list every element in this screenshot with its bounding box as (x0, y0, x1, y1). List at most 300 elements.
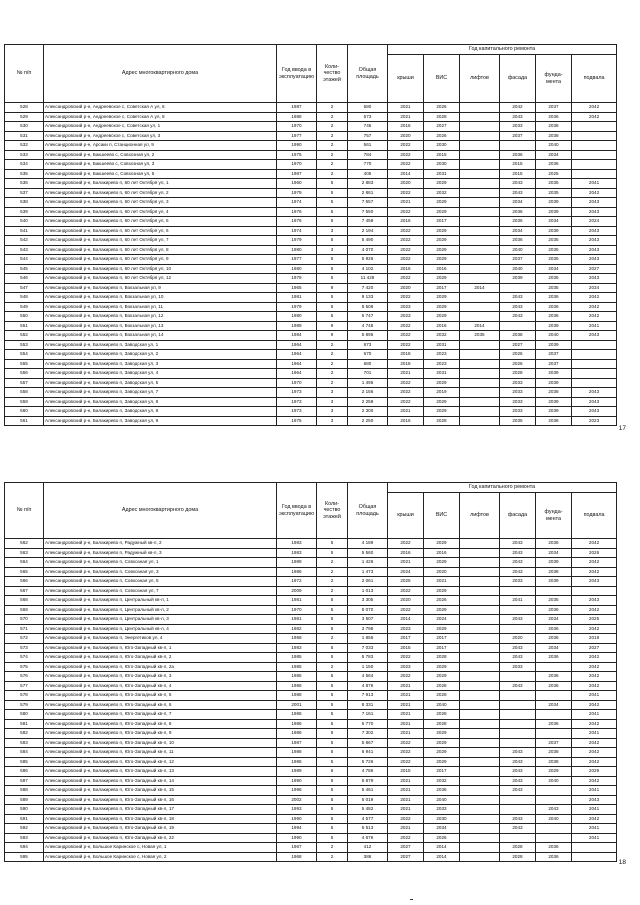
table-cell (500, 795, 536, 805)
table-cell: 2031 (424, 169, 460, 179)
table-cell: 2041 (572, 729, 617, 739)
table-cell: 2040 (536, 814, 572, 824)
table-cell: 1980 (277, 245, 317, 255)
table-row (5, 198, 617, 208)
table-cell: 564 (5, 558, 44, 568)
address-cell: Александровский р-н, Балакирево п, Юго-Западный кв-л, 3 (44, 672, 277, 682)
table-cell: 2023 (424, 350, 460, 360)
table-cell (500, 321, 536, 331)
table-cell: 2028 (424, 416, 460, 426)
address-cell: Александровский р-н, Балакирево п, Заводская ул, 8 (44, 407, 277, 417)
table-cell: 2 194 (348, 226, 388, 236)
table-cell: 2042 (572, 605, 617, 615)
address-cell: Александровский р-н, Балакирево п, 60 лет Октября ул, 6 (44, 226, 277, 236)
table-cell: 1988 (277, 691, 317, 701)
table-cell: 5 (317, 681, 348, 691)
table-row (5, 833, 617, 843)
table-cell: 5 (317, 833, 348, 843)
table-cell: 1975 (277, 416, 317, 426)
table-cell: 552 (5, 331, 44, 341)
table-cell: 2017 (388, 634, 424, 644)
table-cell: 2029 (424, 226, 460, 236)
table-cell: 2029 (424, 748, 460, 758)
table-cell (500, 805, 536, 815)
table-cell: 784 (348, 150, 388, 160)
table-cell: 5 513 (348, 824, 388, 834)
table-cell: 2041 (572, 710, 617, 720)
table-cell (460, 245, 500, 255)
table-cell: 566 (5, 577, 44, 587)
table-cell: 2 061 (348, 577, 388, 587)
table-cell: 2043 (536, 805, 572, 815)
table-cell: 2043 (500, 548, 536, 558)
address-cell: Александровский р-н, Балакирево п, Совхозная ул, 7 (44, 586, 277, 596)
table-cell: 670 (348, 350, 388, 360)
table-cell: 7 458 (348, 217, 388, 227)
table-cell: 2014 (424, 843, 460, 853)
table-cell: 2021 (388, 776, 424, 786)
table-cell: 2014 (460, 283, 500, 293)
table-cell: 2024 (388, 567, 424, 577)
table-cell: 2043 (572, 198, 617, 208)
table-cell: 3 305 (348, 596, 388, 606)
table-cell (500, 691, 536, 701)
table-cell (460, 160, 500, 170)
table-cell (460, 729, 500, 739)
table-cell: 2025 (536, 169, 572, 179)
table-cell: 2036 (536, 160, 572, 170)
capital-repair-table-1 (4, 44, 617, 426)
table-cell: 1970 (277, 605, 317, 615)
table-cell: 7 161 (348, 710, 388, 720)
table-cell: 2039 (536, 558, 572, 568)
table-cell: 2020 (388, 596, 424, 606)
table-cell: 2035 (500, 416, 536, 426)
table-cell (500, 624, 536, 634)
table-cell: 2 156 (348, 388, 388, 398)
table-cell: 2034 (572, 283, 617, 293)
table-cell: 770 (348, 160, 388, 170)
table-cell: 2019 (424, 388, 460, 398)
table-cell: 2009 (277, 586, 317, 596)
table-row (5, 738, 617, 748)
table-cell (460, 264, 500, 274)
table-cell (536, 691, 572, 701)
table-cell: 2043 (572, 226, 617, 236)
table-row (5, 274, 617, 284)
table-row (5, 577, 617, 587)
table-cell: 5 879 (348, 776, 388, 786)
table-cell: 2039 (536, 321, 572, 331)
table-cell: 533 (5, 150, 44, 160)
table-cell: 593 (5, 833, 44, 843)
table-cell (460, 615, 500, 625)
table-cell: 581 (5, 719, 44, 729)
table-cell: 1985 (277, 672, 317, 682)
table-cell: 2043 (500, 824, 536, 834)
table-cell: 555 (5, 359, 44, 369)
table-cell: 2032 (424, 776, 460, 786)
address-cell: Александровский р-н, Андреевское с, Советская А ул, 6 (44, 103, 277, 113)
table-cell: 2036 (536, 843, 572, 853)
table-row (5, 653, 617, 663)
table-cell: 2027 (388, 843, 424, 853)
table-cell (572, 586, 617, 596)
table-cell: 5 (317, 255, 348, 265)
table-cell (460, 131, 500, 141)
table-cell (460, 767, 500, 777)
table-row (5, 150, 617, 160)
table-cell: 2020 (388, 131, 424, 141)
table-cell: 2014 (424, 852, 460, 862)
header-vis: ВИС (424, 55, 460, 103)
table-cell: 2022 (388, 255, 424, 265)
table-cell: 584 (5, 748, 44, 758)
table-cell: 2029 (424, 198, 460, 208)
table-cell: 2043 (500, 767, 536, 777)
table-cell: 2033 (500, 577, 536, 587)
table-row (5, 131, 617, 141)
table-row (5, 586, 617, 596)
table-cell: 2 (317, 340, 348, 350)
header-year: Год ввода в эксплуатацию (277, 483, 317, 539)
table-cell: 2039 (536, 397, 572, 407)
table-cell (460, 141, 500, 151)
table-cell: 2001 (277, 700, 317, 710)
address-cell: Александровский р-н, Балакирево п, Юго-Западный кв-л, 6 (44, 700, 277, 710)
table-cell: 2022 (388, 672, 424, 682)
table-cell: 2015 (424, 150, 460, 160)
table-row (5, 293, 617, 303)
table-cell: 2043 (500, 179, 536, 189)
table-cell: 1986 (277, 567, 317, 577)
table-cell: 2017 (424, 767, 460, 777)
table-cell (460, 274, 500, 284)
table-cell: 7 550 (348, 207, 388, 217)
table-row (5, 548, 617, 558)
table-cell: 4 189 (348, 539, 388, 549)
table-cell: 5 (317, 719, 348, 729)
address-cell: Александровский р-н, Балакирево п, Юго-Западный кв-л, 11 (44, 748, 277, 758)
table-cell: 2031 (424, 369, 460, 379)
header-num: № п/п (5, 45, 44, 103)
table-cell: 2042 (572, 624, 617, 634)
table-cell: 3 798 (348, 624, 388, 634)
table-cell: 2034 (424, 824, 460, 834)
table-cell (460, 843, 500, 853)
table-row (5, 169, 617, 179)
table-cell: 757 (348, 131, 388, 141)
table-cell: 2035 (536, 274, 572, 284)
table-cell: 2021 (388, 729, 424, 739)
table-cell: 5 070 (348, 605, 388, 615)
table-cell: 2 (317, 558, 348, 568)
table-cell: 2043 (500, 302, 536, 312)
table-cell: 548 (5, 293, 44, 303)
table-cell: 5 (317, 302, 348, 312)
table-cell: 569 (5, 605, 44, 615)
table-cell: 2043 (572, 397, 617, 407)
table-cell: 551 (5, 321, 44, 331)
page-number: 17 (618, 425, 626, 432)
table-row (5, 634, 617, 644)
table-cell: 2042 (572, 558, 617, 568)
capital-repair-table-2 (4, 482, 617, 862)
table-cell: 2018 (388, 359, 424, 369)
table-row (5, 824, 617, 834)
table-cell: 5 (317, 738, 348, 748)
table-cell: 2 (317, 567, 348, 577)
address-cell: Александровский р-н, Балакирево п, Центральный кв-л, 3 (44, 615, 277, 625)
header-lift: лифтов (460, 493, 500, 539)
header-address: Адрес многоквартирного дома (44, 45, 277, 103)
table-cell: 1990 (277, 814, 317, 824)
table-cell: 2036 (536, 624, 572, 634)
table-cell: 2016 (388, 264, 424, 274)
table-row (5, 321, 617, 331)
table-cell (460, 681, 500, 691)
table-cell (460, 122, 500, 132)
address-cell: Александровский р-н, Балакирево п, Центральный кв-л, 4 (44, 624, 277, 634)
address-cell: Александровский р-н, Балакирево п, Энергетиков ул, 4 (44, 634, 277, 644)
table-cell: 5 (317, 824, 348, 834)
table-cell: 2033 (500, 407, 536, 417)
table-row (5, 710, 617, 720)
table-cell: 2036 (536, 605, 572, 615)
table-row (5, 302, 617, 312)
table-cell: 2029 (424, 539, 460, 549)
table-cell: 5 019 (348, 795, 388, 805)
table-cell (500, 710, 536, 720)
scan-mark (410, 899, 413, 900)
table-cell: 5 867 (348, 738, 388, 748)
table-cell: 2043 (572, 407, 617, 417)
table-cell: 2022 (388, 226, 424, 236)
table-cell (460, 407, 500, 417)
table-cell: 1979 (277, 188, 317, 198)
address-cell: Александровский р-н, Андреевское с, Советская А ул, 8 (44, 112, 277, 122)
table-cell: 2022 (388, 331, 424, 341)
table-cell: 5 (317, 814, 348, 824)
table-cell: 2 300 (348, 407, 388, 417)
table-cell: 2016 (424, 548, 460, 558)
table-cell: 2043 (500, 786, 536, 796)
table-cell: 9 (317, 331, 348, 341)
table-cell: 2038 (536, 757, 572, 767)
table-cell: 673 (348, 340, 388, 350)
table-cell: 2043 (572, 207, 617, 217)
table-cell: 2043 (500, 776, 536, 786)
table-cell: 2 (317, 586, 348, 596)
table-cell: 9 (317, 321, 348, 331)
address-cell: Александровский р-н, Балакирево п, Заводская ул, 2 (44, 350, 277, 360)
table-cell: 1977 (277, 131, 317, 141)
table-cell (460, 179, 500, 189)
table-cell: 2 (317, 577, 348, 587)
table-row (5, 843, 617, 853)
table-cell: 2037 (500, 255, 536, 265)
table-cell: 2022 (388, 236, 424, 246)
table-cell: 2015 (500, 169, 536, 179)
table-cell (536, 824, 572, 834)
table-cell: 2037 (536, 103, 572, 113)
table-row (5, 615, 617, 625)
table-cell (460, 397, 500, 407)
table-cell: 2037 (536, 359, 572, 369)
table-cell: 2043 (500, 112, 536, 122)
table-row (5, 217, 617, 227)
table-cell: 2 (317, 112, 348, 122)
table-cell: 2040 (500, 264, 536, 274)
table-row (5, 407, 617, 417)
table-cell: 586 (5, 767, 44, 777)
table-cell: 2040 (536, 141, 572, 151)
table-cell: 574 (5, 653, 44, 663)
table-cell: 1987 (277, 169, 317, 179)
address-cell: Александровский р-н, Большое Каринское с, Новая ул, 2 (44, 852, 277, 862)
table-cell (460, 738, 500, 748)
table-cell: 1979 (277, 302, 317, 312)
table-cell: 2042 (572, 312, 617, 322)
table-cell: 1981 (277, 615, 317, 625)
header-foundation: фунда-мента (536, 493, 572, 539)
address-cell: Александровский р-н, Балакирево п, Юго-Западный кв-л, 19 (44, 824, 277, 834)
table-cell: 2043 (572, 795, 617, 805)
table-cell: 2036 (536, 653, 572, 663)
address-cell: Александровский р-н, Балакирево п, Совхозная ул, 5 (44, 577, 277, 587)
table-cell: 1988 (277, 748, 317, 758)
table-cell: 2017 (424, 217, 460, 227)
table-cell: 2026 (424, 833, 460, 843)
table-cell: 1979 (277, 236, 317, 246)
table-cell: 2043 (572, 245, 617, 255)
table-cell: 2021 (388, 112, 424, 122)
table-cell: 2022 (388, 738, 424, 748)
table-cell: 1983 (277, 548, 317, 558)
address-cell: Александровский р-н, Балакирево п, Юго-Западный кв-л, 2 (44, 653, 277, 663)
address-cell: Александровский р-н, Балакирево п, Вокзальная ул, 13 (44, 321, 277, 331)
table-cell: 2042 (572, 776, 617, 786)
table-row (5, 245, 617, 255)
table-cell: 1983 (277, 539, 317, 549)
table-cell: 1970 (277, 122, 317, 132)
table-cell: 2039 (536, 198, 572, 208)
table-cell (500, 586, 536, 596)
table-cell: 2022 (388, 188, 424, 198)
table-cell: 2027 (388, 852, 424, 862)
table-cell: 2037 (536, 738, 572, 748)
table-cell: 2043 (500, 567, 536, 577)
table-cell: 2 (317, 350, 348, 360)
table-cell: 2 (317, 359, 348, 369)
table-cell: 2028 (500, 843, 536, 853)
table-cell: 1981 (277, 596, 317, 606)
table-cell: 2041 (572, 179, 617, 189)
table-cell: 2037 (536, 350, 572, 360)
table-cell: 2023 (388, 624, 424, 634)
table-cell: 536 (5, 179, 44, 189)
table-cell: 541 (5, 226, 44, 236)
table-cell: 2023 (388, 312, 424, 322)
table-cell: 9 (317, 283, 348, 293)
address-cell: Александровский р-н, Балакирево п, Заводская ул, 3 (44, 359, 277, 369)
table-cell (460, 719, 500, 729)
table-cell (460, 814, 500, 824)
header-year: Год ввода в эксплуатацию (277, 45, 317, 103)
table-cell: 2022 (388, 748, 424, 758)
table-cell: 2029 (424, 558, 460, 568)
table-cell: 2016 (424, 264, 460, 274)
table-cell (460, 340, 500, 350)
table-cell: 7 302 (348, 729, 388, 739)
table-cell (460, 369, 500, 379)
table-cell: 5 (317, 710, 348, 720)
address-cell: Александровский р-н, Балакирево п, Юго-Западный кв-л, 10 (44, 738, 277, 748)
table-cell: 2020 (500, 634, 536, 644)
address-cell: Александровский р-н, Балакирево п, Вокзальная ул, 11 (44, 302, 277, 312)
table-cell: 2026 (424, 131, 460, 141)
table-cell: 594 (5, 843, 44, 853)
table-cell: 570 (5, 615, 44, 625)
table-cell: 2028 (500, 852, 536, 862)
table-cell (460, 302, 500, 312)
table-cell: 550 (5, 312, 44, 322)
table-cell: 2042 (572, 662, 617, 672)
table-cell (460, 103, 500, 113)
table-cell: 11 428 (348, 274, 388, 284)
address-cell: Александровский р-н, Балакирево п, 60 лет Октября ул, 10 (44, 264, 277, 274)
table-cell (460, 624, 500, 634)
table-cell: 5 (317, 615, 348, 625)
table-cell: 1964 (277, 359, 317, 369)
table-cell (460, 596, 500, 606)
table-cell (460, 217, 500, 227)
table-cell (460, 207, 500, 217)
table-cell: 2022 (388, 293, 424, 303)
table-cell: 530 (5, 122, 44, 132)
table-cell: 2038 (536, 131, 572, 141)
table-cell: 5 506 (348, 302, 388, 312)
table-cell: 561 (5, 416, 44, 426)
table-cell: 2021 (424, 577, 460, 587)
table-cell: 580 (5, 710, 44, 720)
table-cell: 2018 (388, 350, 424, 360)
table-cell: 542 (5, 236, 44, 246)
table-cell: 5 490 (348, 236, 388, 246)
table-cell: 535 (5, 169, 44, 179)
table-cell: 2022 (388, 150, 424, 160)
table-cell: 2042 (572, 293, 617, 303)
table-cell (500, 738, 536, 748)
table-cell: 2043 (500, 188, 536, 198)
table-cell: 2022 (388, 814, 424, 824)
table-cell: 1964 (277, 350, 317, 360)
table-cell: 2036 (536, 672, 572, 682)
table-cell: 2040 (536, 331, 572, 341)
table-cell: 2019 (572, 634, 617, 644)
table-cell: 3 (317, 416, 348, 426)
table-cell: 1968 (277, 852, 317, 862)
table-cell: 1964 (277, 369, 317, 379)
header-floors: Коли-чество этажей (317, 45, 348, 103)
address-cell: Александровский р-н, Балакирево п, Заводская ул, 8 (44, 397, 277, 407)
table-cell: 2041 (572, 805, 617, 815)
table-cell: 2040 (536, 776, 572, 786)
table-cell: 2023 (388, 662, 424, 672)
table-cell: 2035 (460, 331, 500, 341)
table-cell: 2041 (572, 691, 617, 701)
table-cell: 4 102 (348, 264, 388, 274)
